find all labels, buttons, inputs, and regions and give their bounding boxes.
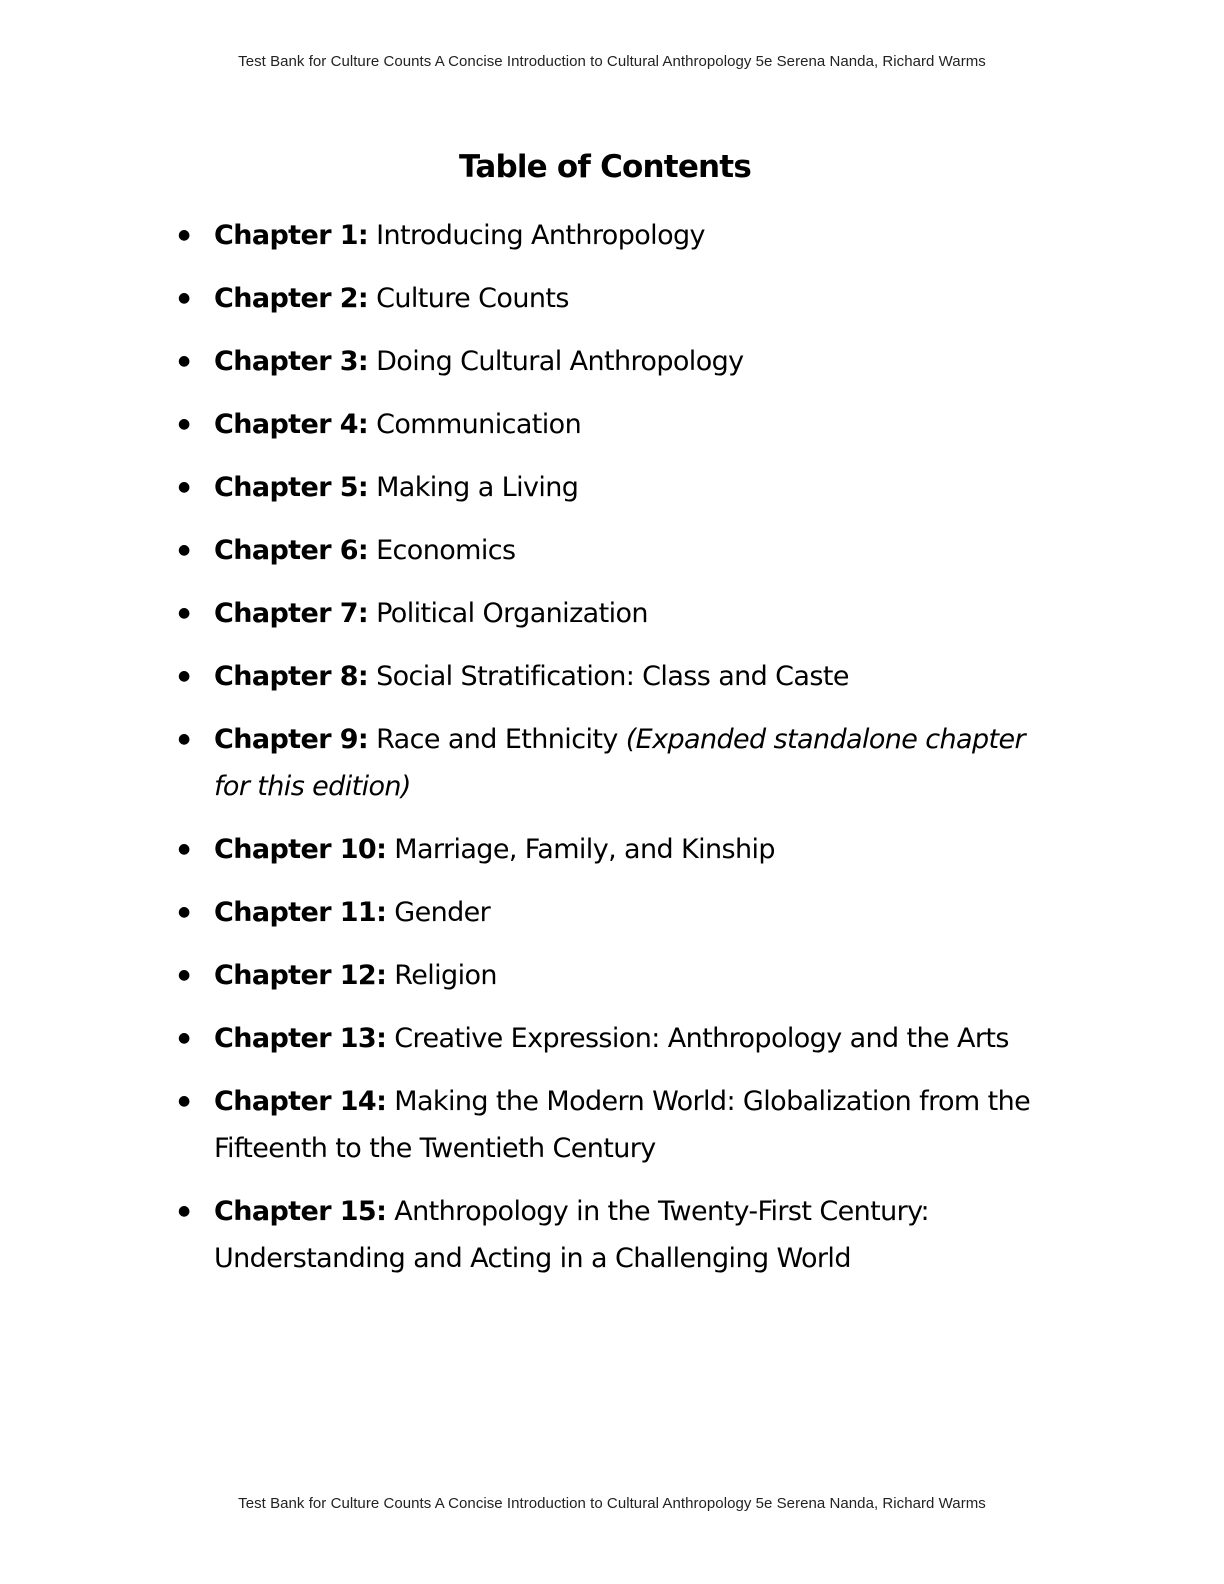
chapter-label: Chapter 1: <box>214 220 369 251</box>
bullet-icon: ● <box>178 841 190 857</box>
toc-item-chapter-10 <box>178 826 1064 873</box>
bullet-icon: ● <box>178 668 190 684</box>
chapter-title: Communication <box>368 409 582 440</box>
chapter-note: (Expanded standalone chapter for this edition) <box>214 724 1026 802</box>
bullet-icon: ● <box>178 904 190 920</box>
toc-item-chapter-9 <box>178 716 1064 810</box>
chapter-label: Chapter 2: <box>214 283 369 314</box>
toc-item-chapter-15 <box>178 1188 1064 1282</box>
chapter-label: Chapter 15: <box>214 1196 387 1227</box>
page-footer: Test Bank for Culture Counts A Concise Introduction to Cultural Anthropology 5e Serena Nanda, Richard Warms <box>238 1495 986 1512</box>
toc-item-chapter-7 <box>178 590 1064 637</box>
bullet-icon: ● <box>178 290 190 306</box>
bullet-icon: ● <box>178 1030 190 1046</box>
chapter-title: Introducing Anthropology <box>368 220 705 251</box>
toc-item-chapter-11 <box>178 889 1064 936</box>
chapter-label: Chapter 9: <box>214 724 369 755</box>
chapter-label: Chapter 4: <box>214 409 369 440</box>
chapter-label: Chapter 14: <box>214 1086 387 1117</box>
bullet-icon: ● <box>178 353 190 369</box>
chapter-title: Creative Expression: Anthropology and the Arts <box>386 1023 1009 1054</box>
toc-item-chapter-4 <box>178 401 1064 448</box>
toc-item-chapter-14 <box>178 1078 1064 1172</box>
chapter-title: Political Organization <box>368 598 648 629</box>
chapter-label: Chapter 11: <box>214 897 387 928</box>
chapter-title: Anthropology in the Twenty-First Century: Understanding and Acting in a Challenging World <box>214 1196 930 1274</box>
bullet-icon: ● <box>178 1203 190 1219</box>
chapter-title: Race and Ethnicity <box>368 724 626 755</box>
chapter-title: Making the Modern World: Globalization from the Fifteenth to the Twentieth Century <box>214 1086 1031 1164</box>
chapter-label: Chapter 8: <box>214 661 369 692</box>
toc-item-chapter-12 <box>178 952 1064 999</box>
toc-item-chapter-8 <box>178 653 1064 700</box>
chapter-title: Gender <box>386 897 491 928</box>
chapter-title: Religion <box>386 960 497 991</box>
bullet-icon: ● <box>178 416 190 432</box>
chapter-label: Chapter 10: <box>214 834 387 865</box>
chapter-label: Chapter 6: <box>214 535 369 566</box>
chapter-title: Marriage, Family, and Kinship <box>386 834 775 865</box>
chapter-title: Economics <box>368 535 516 566</box>
toc-item-chapter-2 <box>178 275 1064 322</box>
toc-item-chapter-1 <box>178 212 1064 259</box>
bullet-icon: ● <box>178 479 190 495</box>
chapter-title: Social Stratification: Class and Caste <box>368 661 849 692</box>
chapter-label: Chapter 5: <box>214 472 369 503</box>
toc-item-chapter-5 <box>178 464 1064 511</box>
bullet-icon: ● <box>178 1093 190 1109</box>
bullet-icon: ● <box>178 967 190 983</box>
chapter-title: Doing Cultural Anthropology <box>368 346 744 377</box>
page-title: Table of Contents <box>459 149 751 185</box>
bullet-icon: ● <box>178 542 190 558</box>
bullet-icon: ● <box>178 227 190 243</box>
table-of-contents-list <box>178 212 1064 1298</box>
chapter-label: Chapter 13: <box>214 1023 387 1054</box>
chapter-title: Making a Living <box>368 472 579 503</box>
toc-item-chapter-3 <box>178 338 1064 385</box>
toc-item-chapter-6 <box>178 527 1064 574</box>
chapter-label: Chapter 7: <box>214 598 369 629</box>
chapter-title: Culture Counts <box>368 283 569 314</box>
page-header: Test Bank for Culture Counts A Concise Introduction to Cultural Anthropology 5e Serena Nanda, Richard Warms <box>238 53 986 70</box>
bullet-icon: ● <box>178 605 190 621</box>
chapter-label: Chapter 12: <box>214 960 387 991</box>
toc-item-chapter-13 <box>178 1015 1064 1062</box>
bullet-icon: ● <box>178 731 190 747</box>
chapter-label: Chapter 3: <box>214 346 369 377</box>
